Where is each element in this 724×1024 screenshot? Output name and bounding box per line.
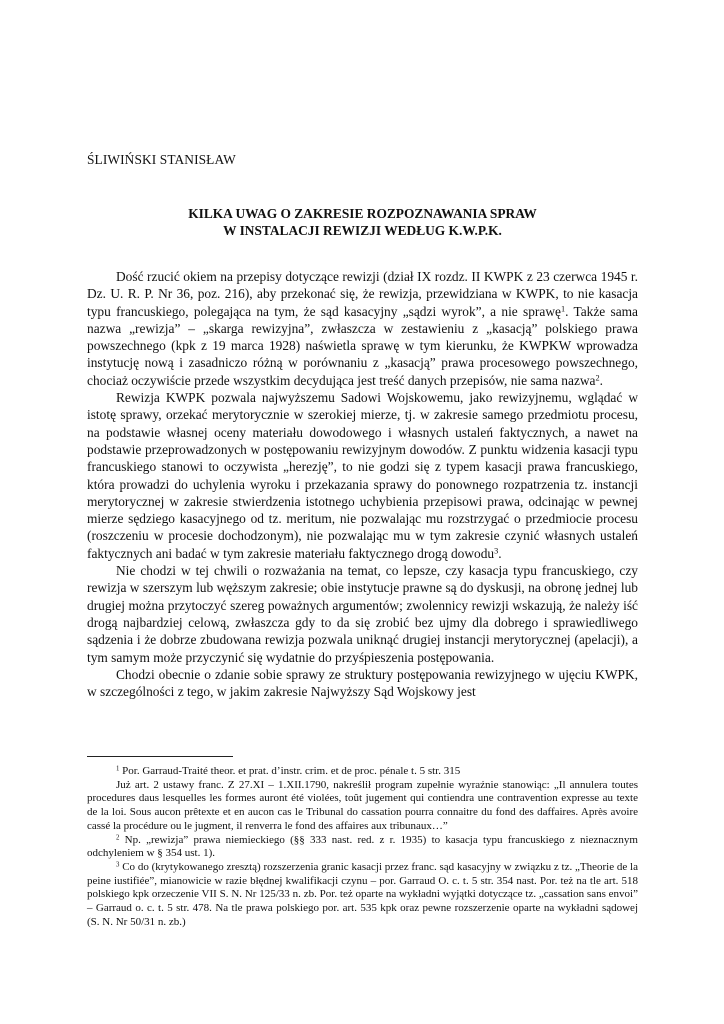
footnote-2: [87, 834, 638, 861]
paragraph-1-text-b: . Także sama nazwa „rewizja” – „skarga rewizyjna”, zwłaszcza w zestawieniu z „kasacją” polskiego prawa powszechnego (kpk z 19 marca 1928) naświetla sprawę w tym kierunku, że KWPKW wprowadza instytucję nową i zasadniczo różną w porównaniu z „kasacją” prawa procesowego powszechnego, chociaż oczywiście przede wszystkim decydująca jest treść danych przepisów, nie sama nazwa: [87, 303, 638, 388]
author-name: ŚLIWIŃSKI STANISŁAW: [87, 152, 236, 167]
paragraph-1-text-c: .: [599, 372, 604, 388]
footnotes: [87, 765, 638, 929]
footnote-3: [87, 861, 638, 930]
footnote-1-continuation: Już art. 2 ustawy franc. Z 27.XI – 1.XII.1790, nakreślił program zupełnie wyraźnie stanowiąc: „Il annulera toutes procedures daus lesquelles les formes auront été violées, toût jugement qui contiendra une contravention expresse au texte de la loi. Sous aucon prêtexte et en aucon cas le Tribunal do cassation pourra connaitre du fond des daffaires. Après avoire cassé la procédure ou le jugment, il renverra le fond des affaires aux tribunaux…”: [87, 778, 638, 832]
footnote-separator: [87, 756, 233, 757]
footnote-1: [87, 765, 638, 779]
article-title: [87, 205, 638, 239]
footnote-1-mark: 1: [116, 765, 120, 773]
paragraph-1-text-a: Dość rzucić okiem na przepisy dotyczące rewizji (dział IX rozdz. II KWPK z 23 czerwca 1945 r. Dz. U. R. P. Nr 36, poz. 216), aby przekonać się, że rewizja, przewidziana w KWPK, to nie kasacja typu francuskiego, polegająca na tym, że sąd kasacyjny „sądzi wyrok”, a nie sprawę: [87, 269, 638, 319]
footnote-2-text: Np. „rewizja” prawa niemieckiego (§§ 333 nast. red. z r. 1935) to kasacja typu francuskiego z nieznacznym odchyleniem w § 354 ust. 1).: [87, 833, 638, 860]
paragraph-2-text-b: .: [498, 545, 502, 561]
footnote-3-mark: 3: [116, 861, 120, 869]
paragraph-2-text-a: Rewizja KWPK pozwala najwyższemu Sadowi Wojskowemu, jako rewizyjnemu, wglądać w istotę sprawy, orzekać merytorycznie w szerokiej mierze, tj. w zakresie samego przedmiotu procesu, na podstawie własnej oceny materiału dowodowego i własnych ustaleń faktycznych, a nawet na podstawie przeprowadzonych w postępowaniu rewizyjnym dowodów. Z punktu widzenia kasacji typu francuskiego stanowi to oczywista „herezję”, to nie godzi się z typem kasacji prawa francuskiego, która prowadzi do uchylenia wyroku i przekazania sprawy do ponownego rozpatrzenia tz. instancji merytorycznej w zakresie stwierdzenia istotnego uchybienia przepisowi prawa, odcinając w pewnej mierze sędziego kasacyjnego od tz. meritum, nie pozwalając mu rozstrzygać o przedmiocie procesu (roszczeniu w procesie dochodzonym), nie pozwalając mu w tym zakresie czynić własnych ustaleń faktycznych ani badać w tym zakresie materiału faktycznego drogą dowodu: [87, 390, 638, 561]
paragraph-1: [87, 268, 638, 389]
paragraph-2: [87, 389, 638, 562]
footnote-ref-3: 3: [494, 546, 499, 556]
paragraph-3: Nie chodzi w tej chwili o rozważania na temat, co lepsze, czy kasacja typu francuskiego, czy rewizja w szerszym lub węższym zakresie; obie instytucje prawne są do dyskusji, na obronę jednej lub drugiej można przytoczyć szereg poważnych argumentów; zwolennicy rewizji wskazują, że należy iść drogą najbardziej celową, zwłaszcza gdy to da się zrobić bez ujmy dla dobrego i sprawiedliwego sądzenia i że dobrze zbudowana rewizja pozwala uniknąć drugiej instancji merytorycznej (apelacji), a tym samym może przyczynić się wydatnie do przyśpieszenia postępowania.: [87, 563, 638, 665]
title-line-2: W INSTALACJI REWIZJI WEDŁUG K.W.P.K.: [223, 223, 502, 238]
footnote-ref-2: 2: [595, 373, 600, 383]
footnote-2-mark: 2: [116, 833, 120, 841]
article-body: [87, 268, 638, 700]
footnote-ref-1: 1: [560, 304, 566, 314]
title-line-1: KILKA UWAG O ZAKRESIE ROZPOZNAWANIA SPRAW: [188, 206, 537, 221]
footnote-1-text: Por. Garraud-Traité theor. et prat. d’instr. crim. et de proc. pénale t. 5 str. 315: [119, 765, 461, 777]
paragraph-4: Chodzi obecnie o zdanie sobie sprawy ze struktury postępowania rewizyjnego w ujęciu KWPK, w szczególności z tego, w jakim zakresie Najwyższy Sąd Wojskowy jest: [87, 666, 638, 700]
footnote-3-text: Co do (krytykowanego zresztą) rozszerzenia granic kasacji przez franc. sąd kasacyjny w związku z tz. „Theorie de la peine iustifiée”, mianowicie w razie błędnej kwalifikacji czynu – por. Garraud O. c. t. 5 str. 354 nast. Por. też na tle art. 518 polskiego kpk orzeczenie VII S. N. Nr 125/33 n. zb. Por. też oparte na wykładni wyjątki dotyczące tz. „cassation sans envoi” – Garraud o. c. t. 5 str. 478. Na tle prawa polskiego por. art. 535 kpk oraz pewne rozszerzenie oparte na wykładni sądowej (S. N. Nr 50/31 n. zb.): [87, 860, 638, 928]
